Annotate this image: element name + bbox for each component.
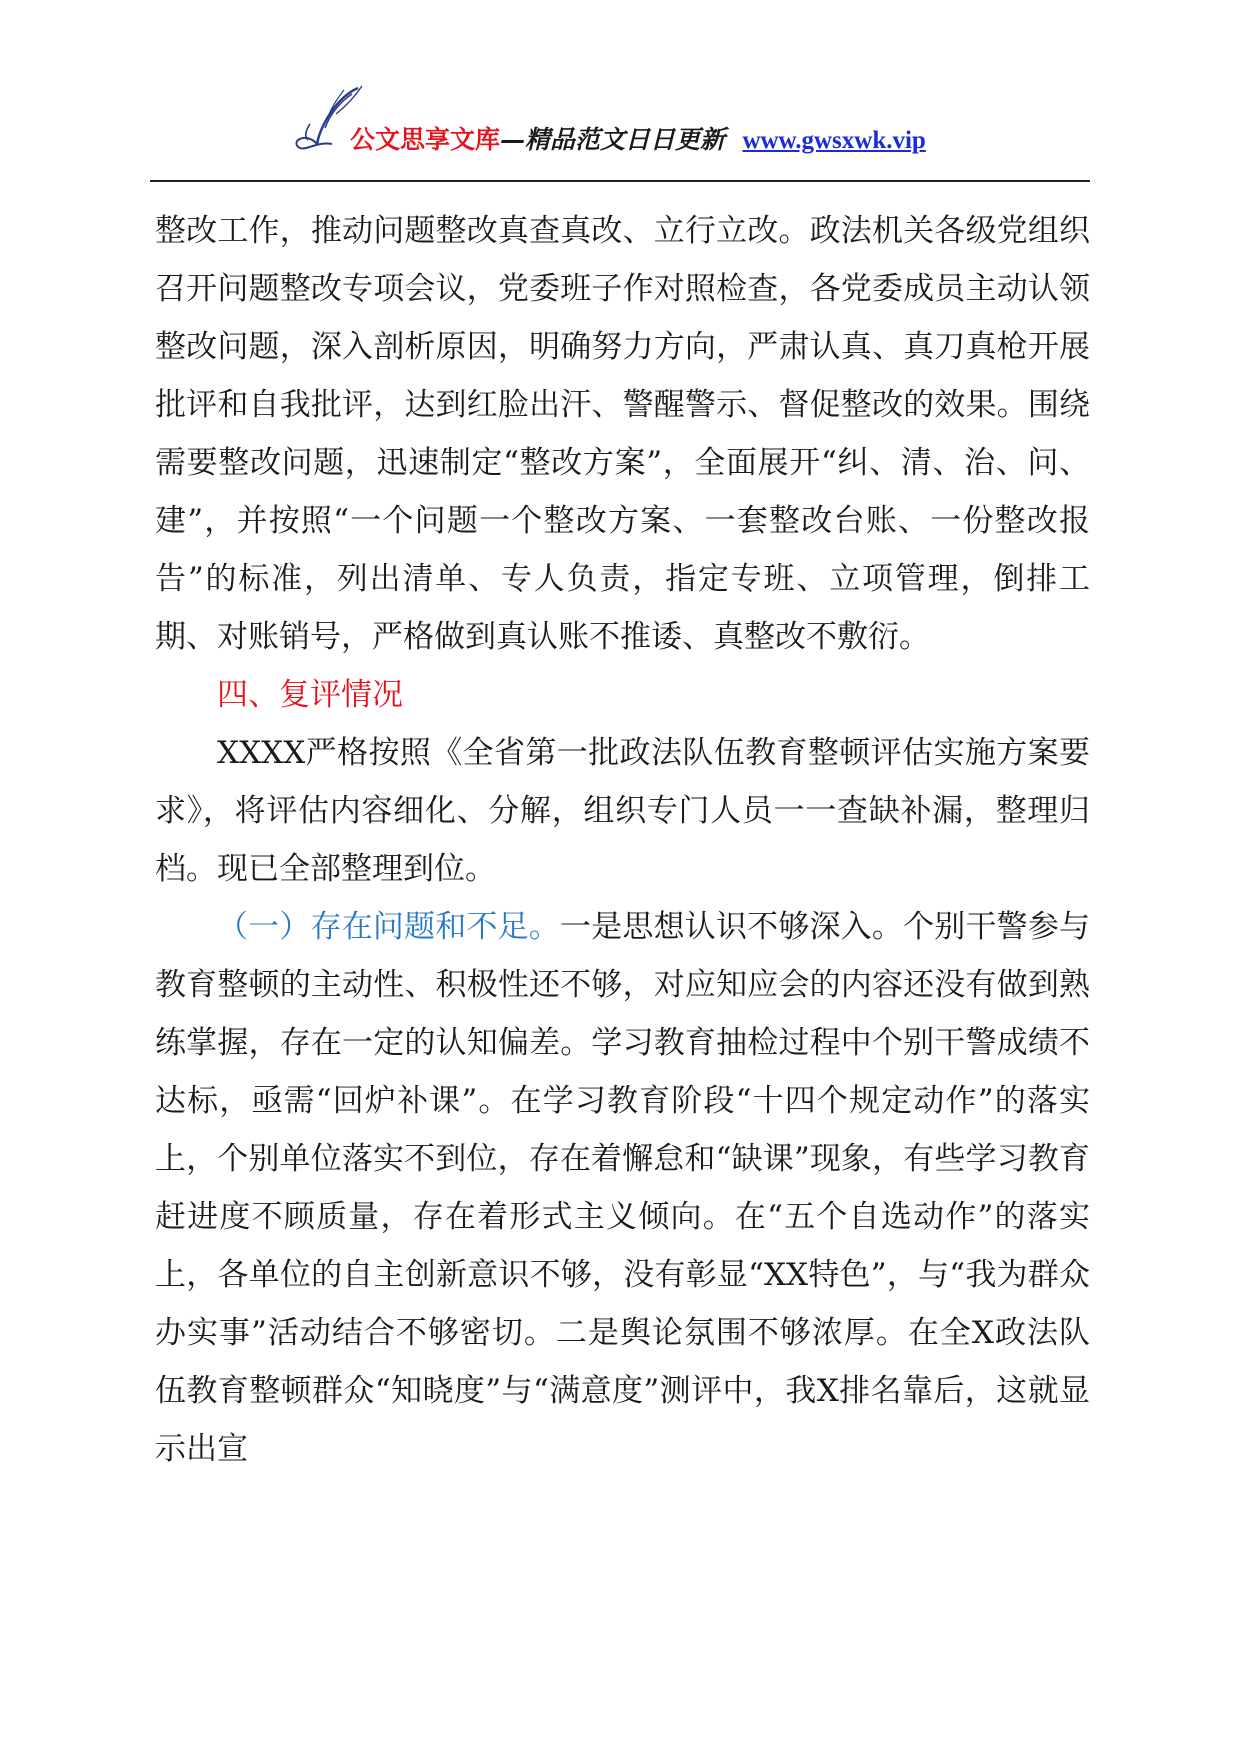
paragraph-issues — [155, 898, 1090, 1478]
issues-text: 一是思想认识不够深入。个别干警参与教育整顿的主动性、积极性还不够，对应知应会的内容还没有做到熟练掌握，存在一定的认知偏差。学习教育抽检过程中个别干警成绩不达标，亟需“回炉补课”。在学习教育阶段“十四个规定动作”的落实上，个别单位落实不到位，存在着懈怠和“缺课”现象，有些学习教育赶进度不顾质量，存在着形式主义倾向。在“五个自选动作”的落实上，各单位的自主创新意识不够，没有彰显“XX特色”，与“我为群众办实事”活动结合不够密切。二是舆论氛围不够浓厚。在全X政法队伍教育整顿群众“知晓度”与“满意度”测评中，我X排名靠后，这就显示出宣 — [155, 909, 1091, 1467]
paragraph-rectification: 整改工作，推动问题整改真查真改、立行立改。政法机关各级党组织召开问题整改专项会议，党委班子作对照检查，各党委成员主动认领整改问题，深入剖析原因，明确努力方向，严肃认真、真刀真枪开展批评和自我批评，达到红脸出汗、警醒警示、督促整改的效果。围绕需要整改问题，迅速制定“整改方案”，全面展开“纠、清、治、问、建”，并按照“一个问题一个整改方案、一套整改台账、一份整改报告”的标准，列出清单、专人负责，指定专班、立项管理，倒排工期、对账销号，严格做到真认账不推诿、真整改不敷衍。 — [155, 213, 1090, 655]
header-brand: 公文思享文库 — [350, 125, 501, 154]
header-banner — [350, 120, 926, 156]
header-slogan: —精品范文日日更新 — [500, 125, 726, 154]
document-body — [155, 202, 1090, 1478]
section-title: 四、复评情况 — [217, 677, 403, 713]
page-header — [150, 84, 1090, 176]
header-site-link[interactable]: www.gwsxwk.vip — [742, 127, 926, 154]
paragraph-review: XXXX严格按照《全省第一批政法队伍教育整顿评估实施方案要求》，将评估内容细化、分解，组织专门人员一一查缺补漏，整理归档。现已全部整理到位。 — [155, 735, 1090, 887]
subsection-title: （一）存在问题和不足。 — [217, 909, 561, 945]
header-divider — [150, 180, 1090, 182]
section-heading — [155, 666, 1090, 724]
